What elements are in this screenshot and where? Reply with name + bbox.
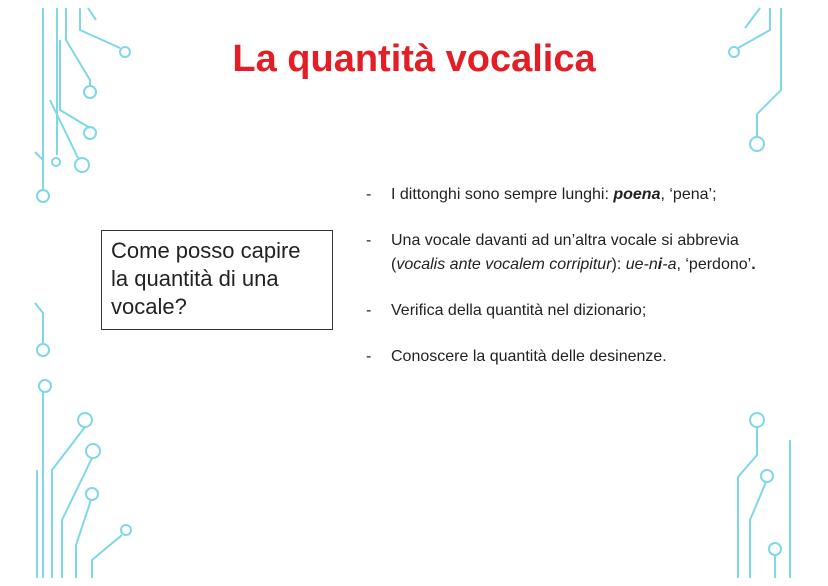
list-item xyxy=(366,229,786,277)
bullet-marker: - xyxy=(366,186,372,203)
slide-title: La quantità vocalica xyxy=(232,38,596,80)
bullet-text: Verifica della quantità nel dizionario; xyxy=(391,302,647,319)
bullet-text: , ‘perdono’ xyxy=(676,256,752,273)
circuit-bottom-left xyxy=(37,413,131,578)
list-item xyxy=(366,345,786,369)
bullet-text: Una vocale davanti ad un’altra vocale si abbrevia ( xyxy=(391,232,739,273)
circuit-left-middle xyxy=(35,303,51,578)
latin-rule: vocalis ante vocalem corripitur xyxy=(396,256,612,273)
example-word-part: ue-n xyxy=(625,256,658,273)
bullet-marker: - xyxy=(366,232,372,249)
bullet-marker: - xyxy=(366,302,372,319)
bullet-text: I dittonghi sono sempre lunghi: xyxy=(391,186,614,203)
bullet-text: ): xyxy=(611,256,626,273)
bullet-text: . xyxy=(751,256,756,273)
bullet-list xyxy=(366,183,786,391)
example-word-vowel: i xyxy=(657,256,663,273)
list-item xyxy=(366,183,786,207)
bullet-text: Conoscere la quantità delle desinenze. xyxy=(391,348,667,365)
list-item xyxy=(366,299,786,323)
circuit-bottom-right xyxy=(738,413,790,578)
bullet-text: , ‘pena’; xyxy=(660,186,717,203)
latin-term: poena xyxy=(613,186,661,203)
question-box: Come posso capire la quantità di una vocale? xyxy=(101,230,333,330)
bullet-marker: - xyxy=(366,348,372,365)
example-word-part: -a xyxy=(662,256,677,273)
